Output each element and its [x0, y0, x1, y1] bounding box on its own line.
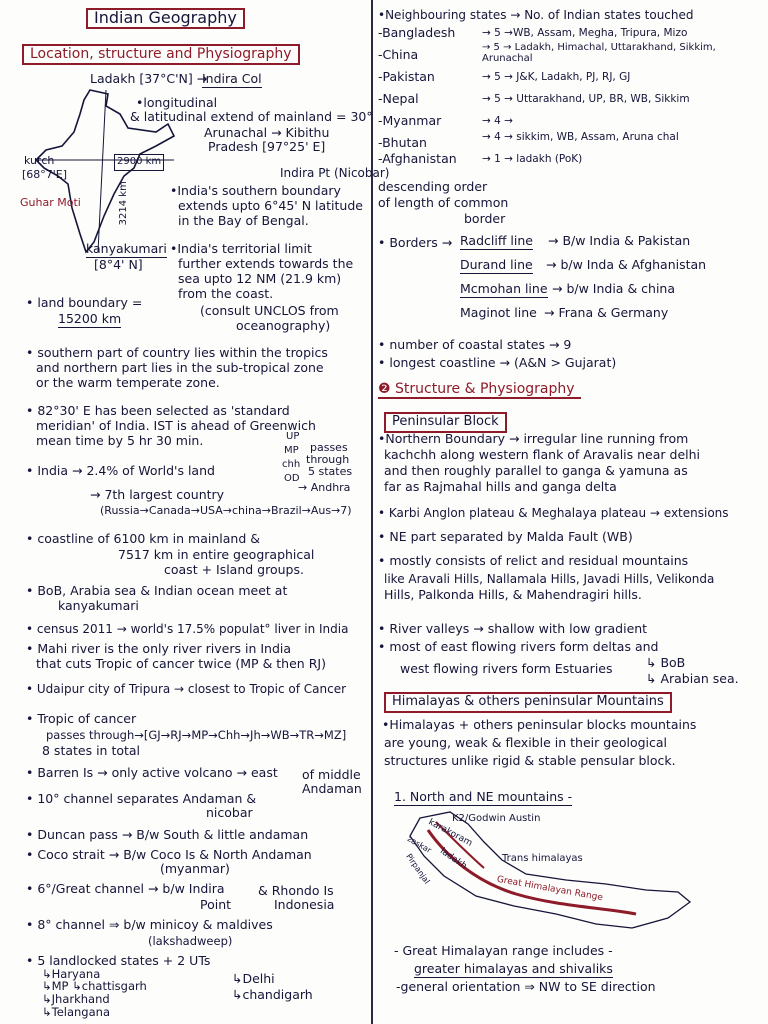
- arunachal-label: Arunachal → Kibithu: [204, 125, 330, 140]
- page-title: Indian Geography: [86, 8, 245, 29]
- neighbour-count-1: → 5 →WB, Assam, Megha, Tripura, Mizo: [482, 27, 688, 39]
- pirpanjal-label: Pirpanjal: [404, 852, 432, 886]
- land-boundary-1: • land boundary =: [26, 295, 143, 310]
- meridian-state-chh: chh: [282, 459, 301, 470]
- descending-3: border: [464, 211, 506, 226]
- southern-boundary-1: •India's southern boundary: [170, 183, 341, 198]
- neighbour-country-6: -Bhutan: [378, 135, 427, 150]
- six-channel-1: • 6°/Great channel → b/w Indira: [26, 881, 225, 896]
- southern-boundary-2: extends upto 6°45' N latitude: [178, 198, 363, 213]
- descending-2: of length of common: [378, 195, 509, 210]
- pradesh-label: Pradesh [97°25' E]: [208, 139, 326, 154]
- territorial-5: (consult UNCLOS from: [200, 303, 339, 318]
- duncan-pass: • Duncan pass → B/w South & little andaman: [26, 827, 309, 842]
- neighbour-count-3: → 5 → J&K, Ladakh, PJ, RJ, GJ: [482, 71, 631, 83]
- landlocked-head: • 5 landlocked states + 2 UTs: [26, 953, 211, 968]
- landlocked-state-3: ↳Jharkhand: [42, 992, 110, 1006]
- relict-1: • mostly consists of relict and residual mountains: [378, 553, 689, 568]
- territorial-1: •India's territorial limit: [170, 241, 312, 256]
- tropic-3: 8 states in total: [42, 743, 141, 758]
- neighbour-count-5: → 4 →: [482, 115, 513, 127]
- border-line-1: Radcliff line: [460, 233, 533, 248]
- coastline-1: • coastline of 6100 km in mainland &: [26, 531, 260, 546]
- peninsular-block-head: Peninsular Block: [384, 412, 507, 433]
- kutch-label: kutch: [24, 154, 55, 167]
- northern-2: kachchh along western flank of Aravalis near delhi: [384, 447, 701, 462]
- census: • census 2011 → world's 17.5% populat° liver in India: [26, 622, 349, 636]
- landlocked-state-1: ↳Haryana: [42, 967, 101, 981]
- southern-part-2: and northern part lies in the sub-tropical zone: [36, 360, 324, 375]
- bob-1: • BoB, Arabia sea & Indian ocean meet at: [26, 583, 288, 598]
- meridian-passes-2: through: [306, 453, 350, 466]
- great-includes-2: greater himalayas and shivaliks: [414, 961, 613, 976]
- neighbour-count-2: → 5 → Ladakh, Himachal, Uttarakhand, Sikkim, Arunachal: [482, 42, 716, 64]
- meridian-3: mean time by 5 hr 30 min.: [36, 433, 204, 448]
- kanyakumari-coord-label: [8°4' N]: [94, 257, 143, 272]
- himalaya-text-3: structures unlike rigid & stable pensular block.: [384, 753, 676, 768]
- relict-2: like Aravali Hills, Nallamala Hills, Javadi Hills, Velikonda: [384, 572, 715, 586]
- neighbour-count-6: → 4 → sikkim, WB, Assam, Aruna chal: [482, 131, 679, 143]
- ladakh-label: Ladakh [37°C'N] →: [90, 71, 208, 86]
- width-km-label: 2900 km: [114, 154, 164, 171]
- neighbour-count-7: → 1 → ladakh (PoK): [482, 153, 583, 165]
- coastline-3: coast + Island groups.: [164, 562, 304, 577]
- land-boundary-2: 15200 km: [58, 311, 122, 326]
- landlocked-ut-2: ↳chandigarh: [232, 987, 313, 1002]
- territorial-6: oceanography): [236, 318, 331, 333]
- tropic-2: passes through→[GJ→RJ→MP→Chh→Jh→WB→TR→MZ]: [46, 728, 347, 742]
- trans-himalayas-label: Trans himalayas: [502, 853, 583, 864]
- coastline-2: 7517 km in entire geographical: [118, 547, 315, 562]
- kanyakumari-label: kanyakumari: [86, 241, 167, 256]
- border-line-4: Maginot line: [460, 305, 537, 320]
- meridian-state-od: OD: [284, 473, 300, 484]
- himalaya-text-2: are young, weak & flexible in their geological: [384, 735, 668, 750]
- borders-head: • Borders →: [378, 235, 453, 250]
- latitudinal-label: & latitudinal extend of mainland = 30°: [130, 109, 373, 124]
- great-includes-3: -general orientation ⇒ NW to SE direction: [396, 979, 656, 994]
- seventh-largest: → 7th largest country: [90, 487, 225, 502]
- neighbour-count-4: → 5 → Uttarakhand, UP, BR, WB, Sikkim: [482, 93, 690, 105]
- northern-1: •Northern Boundary → irregular line running from: [378, 431, 689, 446]
- indira-point-label: Indira Pt (Nicobar): [280, 166, 390, 180]
- meridian-passes-3: 5 states: [308, 465, 353, 478]
- section-title-location: Location, structure and Physiography: [22, 44, 300, 65]
- border-desc-2: → b/w Inda & Afghanistan: [546, 257, 707, 272]
- rivers-2: • most of east flowing rivers form deltas and: [378, 639, 659, 654]
- north-ne-mountains: 1. North and NE mountains -: [394, 789, 573, 804]
- neighbour-country-1: -Bangladesh: [378, 25, 456, 40]
- northern-4: far as Rajmahal hills and ganga delta: [384, 479, 617, 494]
- territorial-4: from the coast.: [178, 286, 274, 301]
- countries-order: (Russia→Canada→USA→china→Brazil→Aus→7): [100, 504, 352, 517]
- rivers-1: • River valleys → shallow with low gradient: [378, 621, 648, 636]
- meridian-state-up: UP: [286, 431, 300, 442]
- meridian-2: meridian' of India. IST is ahead of Greenwich: [36, 418, 316, 433]
- descending-1: descending order: [378, 179, 488, 194]
- udaipur: • Udaipur city of Tripura → closest to Tropic of Cancer: [26, 682, 347, 696]
- tropic-1: • Tropic of cancer: [26, 711, 137, 726]
- mahi-2: that cuts Tropic of cancer twice (MP & then RJ): [36, 656, 326, 671]
- kutch-coord-label: [68°7'E]: [22, 168, 68, 181]
- himalaya-text-1: •Himalayas + others peninsular blocks mountains: [382, 717, 697, 732]
- bob-2: kanyakumari: [58, 598, 139, 613]
- india-land-share: • India → 2.4% of World's land: [26, 463, 215, 478]
- ladakh-range-label: ladakh: [438, 846, 469, 872]
- page-divider: [371, 0, 373, 1024]
- karbi-anglong: • Karbi Anglon plateau & Meghalaya plateau → extensions: [378, 506, 729, 520]
- southern-part-3: or the warm temperate zone.: [36, 375, 220, 390]
- karakoram-label: karakoram: [426, 817, 474, 849]
- indira-col-label: Indira Col: [202, 71, 262, 86]
- ne-part: • NE part separated by Malda Fault (WB): [378, 529, 633, 544]
- border-desc-3: → b/w India & china: [552, 281, 676, 296]
- barren-3: Andaman: [302, 781, 362, 796]
- neighbour-country-5: -Myanmar: [378, 113, 442, 128]
- relict-3: Hills, Palkonda Hills, & Mahendragiri hills.: [384, 587, 642, 602]
- border-desc-1: → B/w India & Pakistan: [548, 233, 691, 248]
- northern-3: and then roughly parallel to ganga & yamuna as: [384, 463, 688, 478]
- ten-channel-1: • 10° channel separates Andaman &: [26, 791, 257, 806]
- territorial-3: sea upto 12 NM (21.9 km): [178, 271, 342, 286]
- landlocked-state-2: ↳MP ↳chattisgarh: [42, 979, 147, 993]
- coco-2: (myanmar): [160, 861, 230, 876]
- barren-1: • Barren Is → only active volcano → east: [26, 765, 278, 780]
- barren-2: of middle: [302, 767, 361, 782]
- six-channel-3: Point: [200, 897, 232, 912]
- k2-label: K2/Godwin Austin: [452, 813, 541, 824]
- southern-boundary-3: in the Bay of Bengal.: [178, 213, 309, 228]
- coco-1: • Coco strait → B/w Coco Is & North Andaman: [26, 847, 312, 862]
- length-km-label: 3214 km: [117, 181, 129, 226]
- zaskar-label: zaskar: [405, 834, 433, 855]
- great-himalayan-label: Great Himalayan Range: [495, 874, 604, 904]
- territorial-2: further extends towards the: [178, 256, 354, 271]
- neighbours-head: •Neighbouring states → No. of Indian states touched: [378, 8, 694, 22]
- rivers-4: ↳ BoB: [646, 655, 686, 670]
- meridian-state-mp: MP: [284, 445, 299, 456]
- neighbour-country-4: -Nepal: [378, 91, 419, 106]
- great-includes-1: - Great Himalayan range includes -: [394, 943, 613, 958]
- meridian-1: • 82°30' E has been selected as 'standard: [26, 403, 290, 418]
- border-line-3: Mcmohan line: [460, 281, 548, 296]
- meridian-passes-4: → Andhra: [298, 481, 351, 494]
- rivers-3: west flowing rivers form Estuaries: [400, 661, 613, 676]
- border-desc-4: → Frana & Germany: [544, 305, 669, 320]
- meridian-passes-1: passes: [310, 441, 348, 454]
- himalaya-head: Himalayas & others peninsular Mountains: [384, 692, 672, 713]
- southern-part-1: • southern part of country lies within the tropics: [26, 345, 328, 360]
- coastal-states: • number of coastal states → 9: [378, 337, 572, 352]
- landlocked-state-4: ↳Telangana: [42, 1005, 110, 1019]
- border-line-2: Durand line: [460, 257, 533, 272]
- mahi-1: • Mahi river is the only river rivers in India: [26, 641, 292, 656]
- six-channel-2: & Rhondo Is: [258, 883, 334, 898]
- six-channel-4: Indonesia: [274, 897, 335, 912]
- eight-channel-2: (lakshadweep): [148, 934, 233, 948]
- neighbour-country-7: -Afghanistan: [378, 151, 457, 166]
- neighbour-country-2: -China: [378, 47, 419, 62]
- longest-coastline: • longest coastline → (A&N > Gujarat): [378, 355, 617, 370]
- neighbour-country-3: -Pakistan: [378, 69, 435, 84]
- eight-channel-1: • 8° channel ⇒ b/w minicoy & maldives: [26, 917, 273, 932]
- guhar-moti-label: Guhar Moti: [20, 196, 81, 209]
- rivers-5: ↳ Arabian sea.: [646, 671, 739, 686]
- longitudinal-label: •longitudinal: [136, 95, 218, 110]
- landlocked-ut-1: ↳Delhi: [232, 971, 275, 986]
- ten-channel-2: nicobar: [206, 805, 253, 820]
- structure-physiography-head: ❷ Structure & Physiography: [378, 382, 581, 399]
